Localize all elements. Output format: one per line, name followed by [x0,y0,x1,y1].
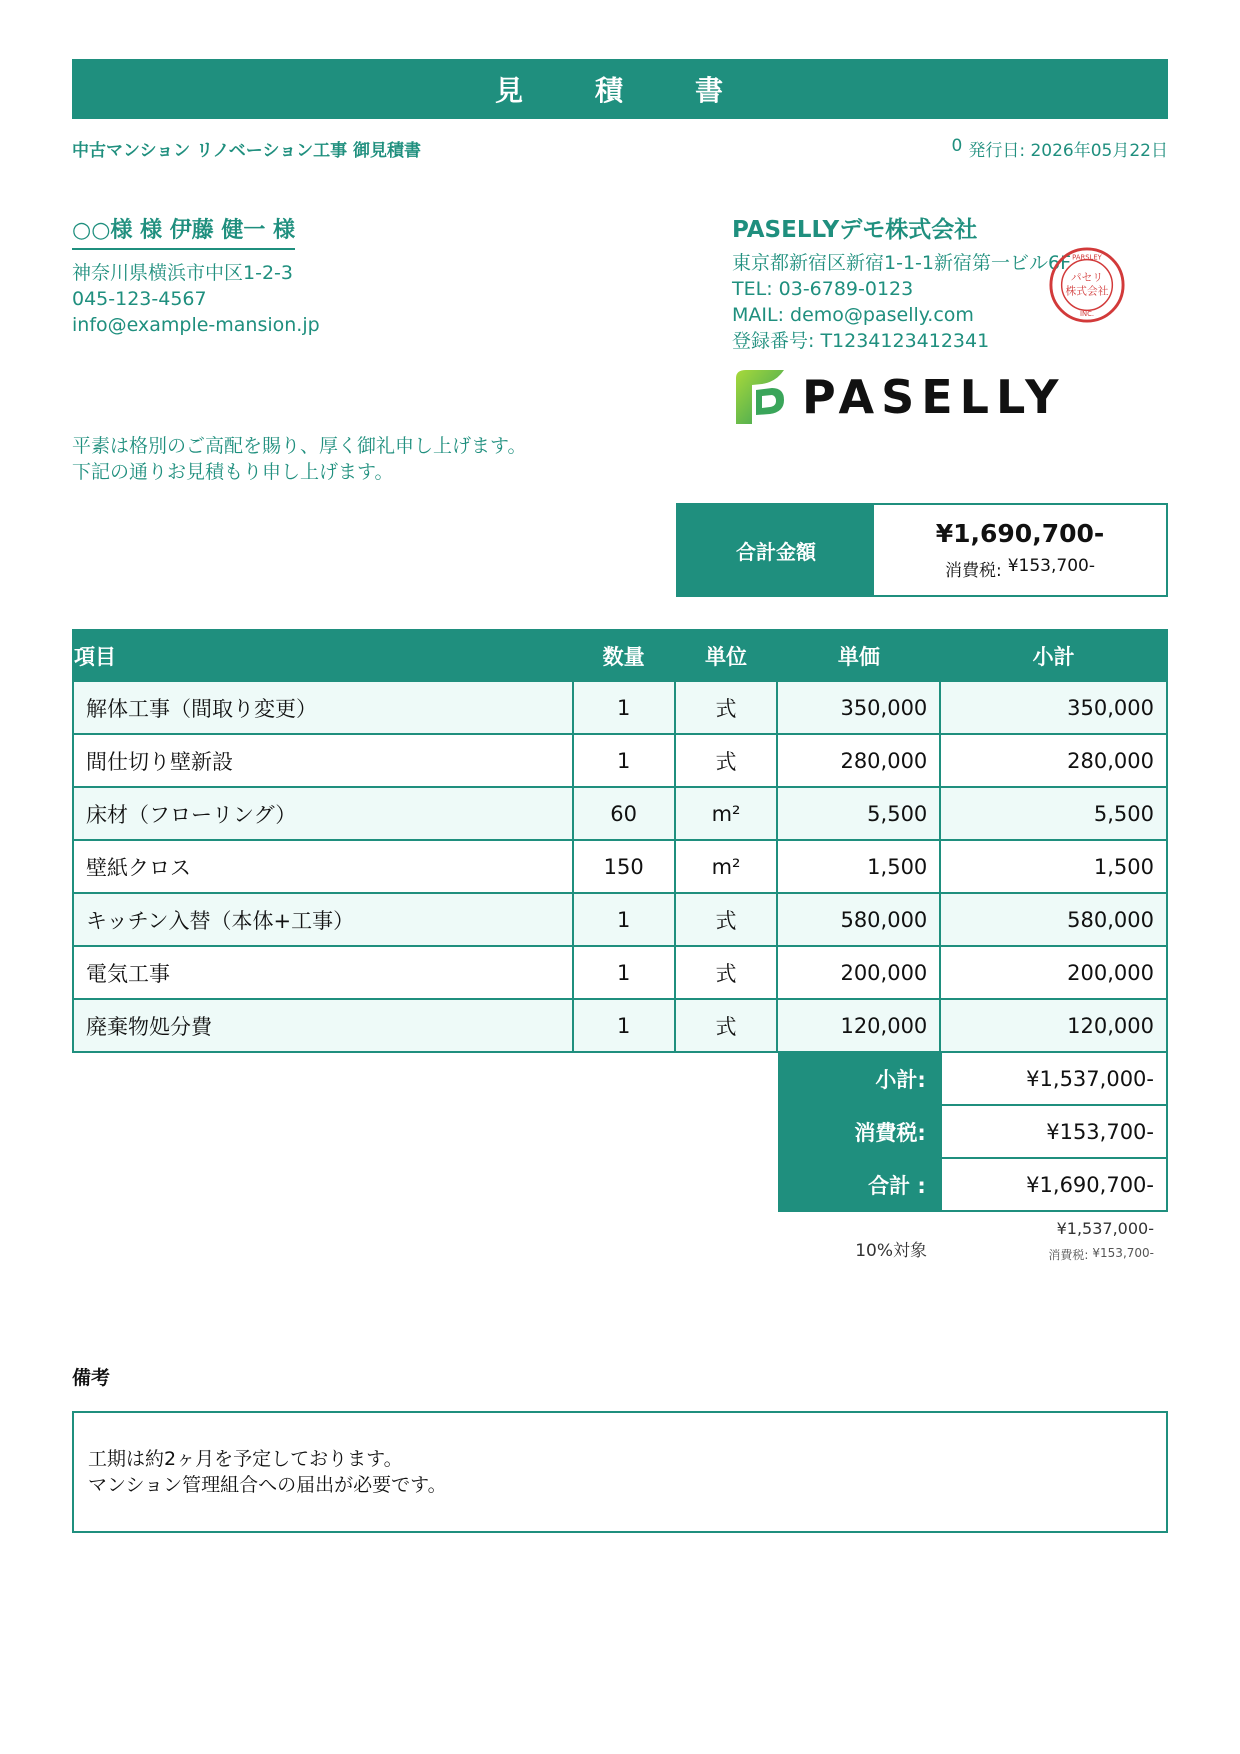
company-seal-stamp [1048,246,1126,324]
svg-text:パセリ: パセリ [1070,271,1104,285]
summary-row-total [779,1158,1167,1211]
item-unit: 式 [675,893,778,946]
document-subtitle: 中古マンション リノベーション工事 御見積書 [72,141,422,161]
summary-row-subtotal [779,1052,1167,1105]
document-title: 見 積 書 [72,59,1168,119]
total-tax-value: ¥153,700- [1007,556,1095,576]
table-row [73,840,1167,893]
item-quantity: 1 [573,999,675,1052]
company-tel: TEL: 03-6789-0123 [732,278,914,300]
line-items-table [72,629,1168,1053]
item-quantity: 1 [573,893,675,946]
header-quantity: 数量 [573,630,675,681]
svg-text:株式会社: 株式会社 [1065,284,1109,298]
table-row [73,734,1167,787]
greeting-line-1: 平素は格別のご高配を賜り、厚く御礼申し上げます。 [72,435,527,457]
summary-row-tax [779,1105,1167,1158]
total-amount-value: ¥1,690,700- [935,519,1105,548]
item-name: 壁紙クロス [73,840,573,893]
item-unit: 式 [675,734,778,787]
item-unit-price: 1,500 [777,840,940,893]
item-quantity: 1 [573,734,675,787]
company-block [732,211,1071,354]
item-subtotal: 280,000 [940,734,1167,787]
tax-breakdown-tax-value: ¥153,700- [1092,1246,1154,1260]
item-quantity: 150 [573,840,675,893]
issue-date: 発行日: 2026年05月22日 [968,141,1168,161]
company-logo [732,368,1065,426]
summary-tax-label: 消費税: [779,1105,941,1158]
item-unit-price: 280,000 [777,734,940,787]
table-row [73,681,1167,734]
item-name: キッチン入替（本体+工事） [73,893,573,946]
customer-address: 神奈川県横浜市中区1-2-3 [72,262,293,284]
summary-total-value: ¥1,690,700- [941,1158,1167,1211]
total-tax-label: 消費税: [945,561,1002,581]
item-unit-price: 580,000 [777,893,940,946]
remarks-line-1: 工期は約2ヶ月を予定しております。 [88,1448,403,1470]
company-name: PASELLYデモ株式会社 [732,217,978,243]
paselly-leaf-icon [732,368,788,426]
item-name: 間仕切り壁新設 [73,734,573,787]
item-subtotal: 5,500 [940,787,1167,840]
greeting [72,433,526,485]
customer-phone: 045-123-4567 [72,288,207,310]
item-unit: 式 [675,946,778,999]
header-item: 項目 [73,630,573,681]
document-number: 0 [951,136,963,156]
item-subtotal: 200,000 [940,946,1167,999]
item-name: 解体工事（間取り変更） [73,681,573,734]
company-mail: MAIL: demo@paselly.com [732,304,974,326]
tax-breakdown [778,1219,1168,1263]
item-unit-price: 200,000 [777,946,940,999]
issue-info [952,136,1169,161]
company-address: 東京都新宿区新宿1-1-1新宿第一ビル6F [732,252,1071,274]
table-row [73,999,1167,1052]
item-quantity: 1 [573,946,675,999]
tax-breakdown-tax [941,1246,1154,1263]
table-row [73,946,1167,999]
customer-name: ○○様 様 伊藤 健一 様 [72,213,295,250]
item-subtotal: 350,000 [940,681,1167,734]
item-unit: m² [675,787,778,840]
item-unit-price: 120,000 [777,999,940,1052]
item-unit: 式 [675,681,778,734]
tax-breakdown-amount: ¥1,537,000- [1056,1219,1154,1238]
tax-breakdown-label: 10%対象 [855,1241,927,1261]
summary-total-label: 合計 : [779,1158,941,1211]
summary-table [778,1051,1168,1212]
item-unit: m² [675,840,778,893]
greeting-line-2: 下記の通りお見積もり申し上げます。 [72,461,394,483]
remarks-line-2: マンション管理組合への届出が必要です。 [88,1474,447,1496]
item-subtotal: 1,500 [940,840,1167,893]
item-name: 電気工事 [73,946,573,999]
summary-subtotal-value: ¥1,537,000- [941,1052,1167,1105]
item-unit: 式 [675,999,778,1052]
table-row [73,787,1167,840]
item-subtotal: 580,000 [940,893,1167,946]
total-amount-box [676,503,1168,597]
svg-text:INC.: INC. [1079,310,1095,319]
logo-text: PASELLY [802,370,1066,424]
item-quantity: 60 [573,787,675,840]
item-subtotal: 120,000 [940,999,1167,1052]
customer-email: info@example-mansion.jp [72,314,320,336]
item-unit-price: 350,000 [777,681,940,734]
table-header-row [73,630,1167,681]
item-name: 床材（フローリング） [73,787,573,840]
summary-subtotal-label: 小計: [779,1052,941,1105]
customer-info [72,260,320,338]
tax-breakdown-tax-label: 消費税: [1048,1248,1089,1262]
company-registration: 登録番号: T1234123412341 [732,330,990,352]
header-unit-price: 単価 [777,630,940,681]
total-amount-label: 合計金額 [678,505,874,595]
remarks-heading: 備考 [72,1367,111,1389]
item-unit-price: 5,500 [777,787,940,840]
table-row [73,893,1167,946]
summary-tax-value: ¥153,700- [941,1105,1167,1158]
total-tax [945,556,1095,581]
remarks-box [72,1411,1168,1533]
header-subtotal: 小計 [940,630,1167,681]
item-quantity: 1 [573,681,675,734]
item-name: 廃棄物処分費 [73,999,573,1052]
svg-text:PARSLEY: PARSLEY [1072,253,1102,262]
header-unit: 単位 [675,630,778,681]
